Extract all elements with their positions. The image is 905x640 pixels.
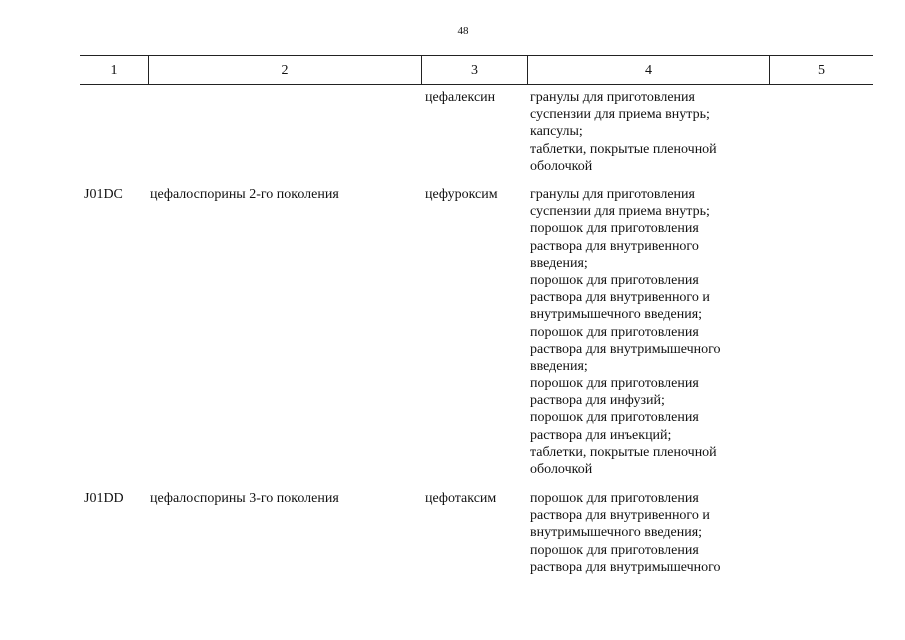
- header-col-1: 1: [110, 62, 118, 78]
- dosage-form-line: оболочкой: [530, 462, 593, 477]
- dosage-form-line: внутримышечного введения;: [530, 307, 703, 323]
- dosage-form-line: таблетки, покрытые пленочной: [530, 141, 717, 157]
- dosage-form-line: раствора для внутримышечного: [530, 341, 721, 357]
- dosage-forms: [530, 490, 770, 576]
- dosage-form-line: раствора для инфузий;: [530, 393, 665, 409]
- dosage-form-line: порошок для приготовления: [530, 376, 699, 392]
- dosage-form-line: порошок для приготовления: [530, 324, 699, 340]
- dosage-form-line: порошок для приготовления: [530, 272, 699, 288]
- dosage-form-line: внутримышечного введения;: [530, 525, 703, 541]
- dosage-form-line: раствора для внутривенного и: [530, 508, 710, 524]
- header-col-5: 5: [769, 56, 873, 84]
- dosage-form-line: раствора для внутримышечного: [530, 559, 721, 575]
- header-col-4: 4: [527, 56, 769, 84]
- dosage-form-line: гранулы для приготовления: [530, 187, 695, 202]
- table-header: [80, 55, 873, 85]
- dosage-form-line: гранулы для приготовления: [530, 90, 695, 105]
- dosage-form-line: введения;: [530, 255, 588, 271]
- atc-code: J01DC: [84, 187, 123, 202]
- dosage-form-line: суспензии для приема внутрь;: [530, 107, 710, 123]
- dosage-form-line: порошок для приготовления: [530, 491, 699, 506]
- dosage-form-line: раствора для внутривенного и: [530, 290, 710, 306]
- dosage-forms: [530, 186, 770, 478]
- dosage-form-line: раствора для инъекций;: [530, 427, 672, 443]
- dosage-form-line: порошок для приготовления: [530, 410, 699, 426]
- page-number: 48: [457, 25, 469, 37]
- atc-group-name: цефалоспорины 3-го поколения: [150, 491, 339, 506]
- atc-group-name: цефалоспорины 2-го поколения: [150, 187, 339, 202]
- dosage-form-line: капсулы;: [530, 124, 583, 140]
- dosage-form-line: введения;: [530, 358, 588, 374]
- dosage-form-line: суспензии для приема внутрь;: [530, 204, 710, 220]
- header-col-2: 2: [148, 56, 421, 84]
- drug-name: цефуроксим: [425, 187, 498, 202]
- drug-name: цефотаксим: [425, 491, 497, 506]
- atc-code: J01DD: [84, 491, 124, 506]
- dosage-form-line: раствора для внутривенного: [530, 238, 699, 254]
- drug-name: цефалексин: [425, 90, 496, 105]
- dosage-form-line: оболочкой: [530, 158, 593, 174]
- dosage-form-line: таблетки, покрытые пленочной: [530, 444, 717, 460]
- header-col-3: 3: [421, 56, 527, 84]
- dosage-form-line: порошок для приготовления: [530, 542, 699, 558]
- dosage-forms: [530, 89, 770, 175]
- dosage-form-line: порошок для приготовления: [530, 221, 699, 237]
